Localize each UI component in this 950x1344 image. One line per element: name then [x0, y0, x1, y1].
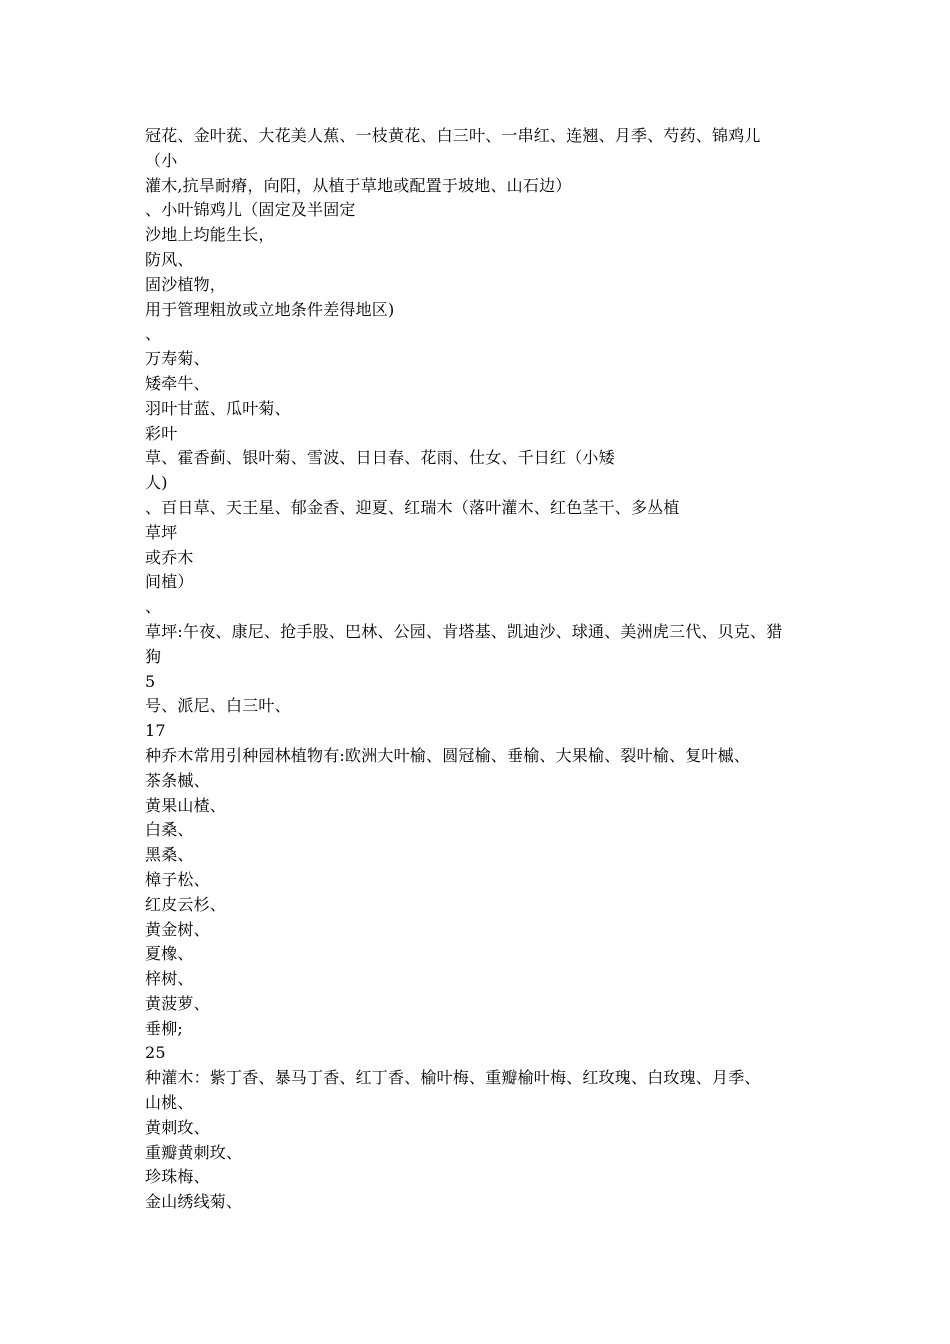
text-line: 固沙植物，: [145, 274, 227, 294]
text-line: 草、霍香蓟、银叶菊、雪波、日日春、花雨、仕女、千日红（小矮: [145, 448, 615, 468]
text-line: 樟子松、: [145, 869, 210, 889]
text-line: 沙地上均能生长，: [145, 225, 275, 245]
text-line: 茶条槭、: [145, 770, 210, 790]
text-line: 5: [145, 671, 156, 691]
text-line: 羽叶甘蓝、瓜叶菊、: [145, 398, 291, 418]
text-line: 、小叶锦鸡儿（固定及半固定: [145, 200, 356, 220]
text-line: 号、派尼、白三叶、: [145, 696, 291, 716]
text-line: 种灌木：紫丁香、暴马丁香、红丁香、榆叶梅、重瓣榆叶梅、红玫瑰、白玫瑰、月季、: [145, 1068, 761, 1088]
text-line: 草坪: [145, 522, 178, 542]
text-line: 、: [145, 324, 162, 344]
text-line: 间植）: [145, 572, 194, 592]
text-line: 或乔木: [145, 547, 194, 567]
text-line: 彩叶: [145, 423, 178, 443]
text-line: 黑桑、: [145, 845, 194, 865]
text-line: 、: [145, 597, 162, 617]
text-line: 灌木,抗旱耐瘠，向阳，从植于草地或配置于坡地、山石边）: [145, 175, 572, 195]
text-line: 狗: [145, 646, 162, 666]
text-line: 冠花、金叶莸、大花美人蕉、一枝黄花、白三叶、一串红、连翘、月季、芍药、锦鸡儿: [145, 126, 761, 145]
text-line: 用于管理粗放或立地条件差得地区): [145, 299, 395, 319]
text-line: 万寿菊、: [145, 349, 210, 369]
text-line: 白桑、: [145, 820, 194, 840]
text-line: 、百日草、天王星、郁金香、迎夏、红瑞木（落叶灌木、红色茎干、多丛植: [145, 497, 680, 517]
text-line: 矮牵牛、: [145, 373, 210, 393]
text-line: 山桃、: [145, 1093, 194, 1113]
text-line: 防风、: [145, 249, 194, 269]
text-line: 黄刺玫、: [145, 1117, 210, 1137]
text-line: 金山绣线菊、: [145, 1192, 243, 1212]
text-line: 黄果山楂、: [145, 795, 227, 815]
text-line: 垂柳;: [145, 1018, 183, 1038]
text-line: 草坪:午夜、康尼、抢手股、巴林、公园、肯塔基、凯迪沙、球通、美洲虎三代、贝克、猎: [145, 621, 783, 641]
text-line: （小: [145, 150, 178, 170]
text-line: 种乔木常用引种园林植物有:欧洲大叶榆、圆冠榆、垂榆、大果榆、裂叶榆、复叶槭、: [145, 745, 750, 765]
text-line: 黄金树、: [145, 919, 210, 939]
text-line: 17: [145, 721, 166, 741]
text-line: 夏橡、: [145, 944, 194, 964]
text-line: 梓树、: [145, 969, 194, 989]
text-line: 珍珠梅、: [145, 1167, 210, 1187]
text-line: 黄菠萝、: [145, 993, 210, 1013]
text-line: 红皮云杉、: [145, 894, 227, 914]
body-text: [145, 124, 825, 1215]
text-line: 重瓣黄刺玫、: [145, 1142, 243, 1162]
text-line: 人): [145, 473, 168, 493]
text-line: 25: [145, 1043, 166, 1063]
